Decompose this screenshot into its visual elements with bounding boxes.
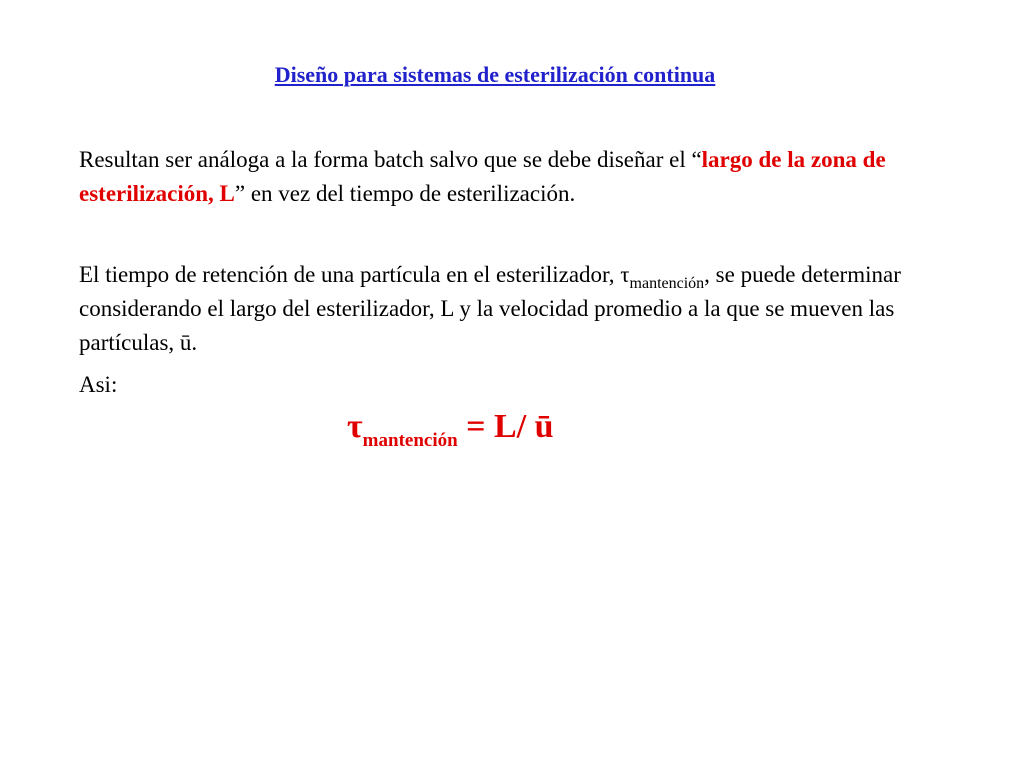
formula-right-hand-side: = L/ ū [457,408,554,445]
paragraph-analogy [79,143,989,211]
highlight-length-zone: largo de la zona de esterilización, L [79,147,886,206]
tau-subscript: mantención [629,275,705,292]
paragraph-analogy-text-after: ” en vez del tiempo de esterilización. [234,181,576,206]
formula-tau-subscript: mantención [362,430,458,451]
paragraph-analogy-text-before: Resultan ser análoga a la forma batch salvo que se debe diseñar el “ [79,147,702,172]
slide-title: Diseño para sistemas de esterilización continua [274,62,716,87]
retention-time-formula [347,408,554,451]
paragraph-retention-time [79,258,989,360]
paragraph-retention-text-before: El tiempo de retención de una partícula en el esterilizador, [79,262,621,287]
tau-symbol: τ [620,262,630,287]
formula-tau-symbol: τ [347,408,363,445]
paragraph-asi: Asi: [79,372,118,397]
paragraph-retention-text-after: , se puede determinar considerando el largo del esterilizador, L y la velocidad promedio a la que se mueven las partículas, ū. [79,262,901,355]
